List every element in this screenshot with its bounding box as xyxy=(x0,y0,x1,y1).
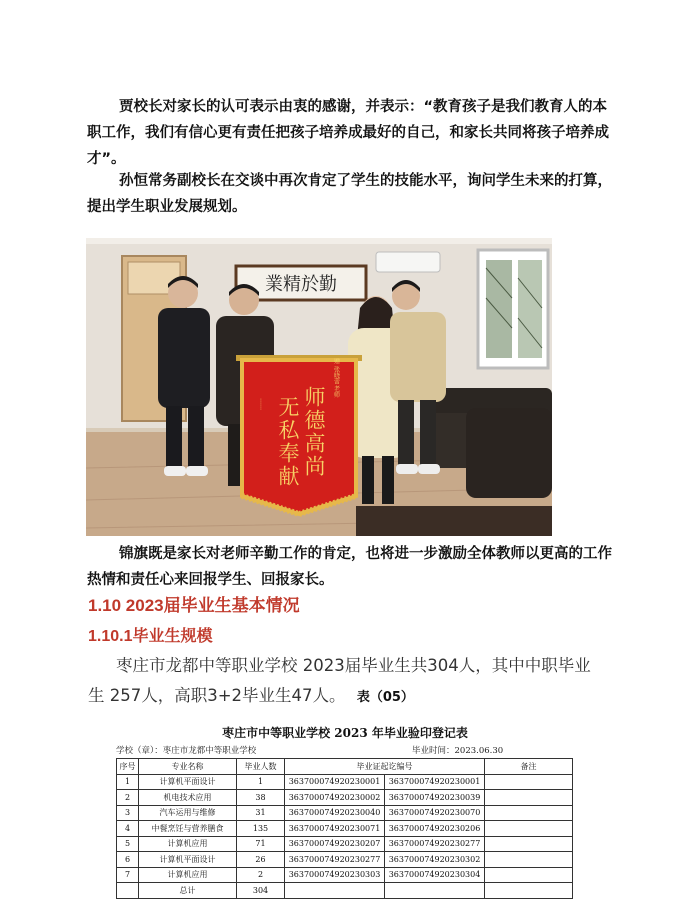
table-reference: 表（05） xyxy=(356,690,414,705)
section-heading: 1.10 2023届毕业生基本情况 xyxy=(88,596,300,615)
subsection-heading: 1.10.1毕业生规模 xyxy=(88,628,213,645)
cell-no: 4 xyxy=(117,821,139,837)
cell-no: 3 xyxy=(117,805,139,821)
table-row xyxy=(117,852,573,868)
header-count: 毕业人数 xyxy=(237,759,285,775)
cell-end: 363700074920230070 xyxy=(385,805,485,821)
total-value: 304 xyxy=(237,883,285,899)
cell-no: 6 xyxy=(117,852,139,868)
cell-end: 363700074920230039 xyxy=(385,790,485,806)
table-row xyxy=(117,821,573,837)
table-row xyxy=(117,805,573,821)
cell-count: 2 xyxy=(237,867,285,883)
table-row xyxy=(117,790,573,806)
table-row xyxy=(117,836,573,852)
cell-end: 363700074920230001 xyxy=(385,774,485,790)
table-title: 枣庄市中等职业学校 2023 年毕业验印登记表 xyxy=(222,726,468,740)
cell-note xyxy=(485,790,573,806)
paragraph-banner-meaning: 锦旗既是家长对老师辛勤工作的肯定，也将进一步激励全体教师以更高的工作热情和责任心来回报学生、回报家长。 xyxy=(87,546,612,588)
cell-start: 363700074920230071 xyxy=(285,821,385,837)
cell-note xyxy=(485,867,573,883)
graduate-scale-line-2 xyxy=(88,681,628,713)
table-school-label: 学校（章）：枣庄市龙都中等职业学校 xyxy=(116,746,257,756)
graduate-scale-text: 生 257人，高职3+2毕业生47人。 xyxy=(88,686,346,705)
cell-major: 计算机平面设计 xyxy=(139,774,237,790)
cell-no: 2 xyxy=(117,790,139,806)
table-date-label: 毕业时间：2023.06.30 xyxy=(412,746,504,756)
cell-end: 363700074920230206 xyxy=(385,821,485,837)
cell-start: 363700074920230001 xyxy=(285,774,385,790)
cell-count: 135 xyxy=(237,821,285,837)
cell-major: 计算机平面设计 xyxy=(139,852,237,868)
cell-note xyxy=(485,836,573,852)
cell-start: 363700074920230207 xyxy=(285,836,385,852)
cell-start: 363700074920230040 xyxy=(285,805,385,821)
banner-photo xyxy=(86,238,552,536)
table-total-row xyxy=(117,883,573,899)
graduate-scale-line-1: 枣庄市龙都中等职业学校 2023届毕业生共304人，其中中职毕业 xyxy=(116,656,591,675)
cell-note xyxy=(485,821,573,837)
cell-count: 26 xyxy=(237,852,285,868)
calligraphy-text: 業精於勤 xyxy=(265,274,337,295)
table-row xyxy=(117,867,573,883)
table-row xyxy=(117,774,573,790)
banner-small-text-left: …… xyxy=(258,398,266,410)
cell-end: 363700074920230277 xyxy=(385,836,485,852)
total-label: 总计 xyxy=(139,883,237,899)
red-banner xyxy=(236,355,362,514)
cell-count: 38 xyxy=(237,790,285,806)
cell-major: 计算机应用 xyxy=(139,867,237,883)
cell-count: 71 xyxy=(237,836,285,852)
cell-end: 363700074920230302 xyxy=(385,852,485,868)
graduation-register-table-image xyxy=(112,720,578,921)
banner-small-text: 赠 张晓蕾 老师 xyxy=(332,358,340,398)
cell-no: 7 xyxy=(117,867,139,883)
cell-count: 1 xyxy=(237,774,285,790)
cell-note xyxy=(485,852,573,868)
cell-end: 363700074920230304 xyxy=(385,867,485,883)
cell-start: 363700074920230303 xyxy=(285,867,385,883)
header-major: 专业名称 xyxy=(139,759,237,775)
cell-no: 5 xyxy=(117,836,139,852)
header-note: 备注 xyxy=(485,759,573,775)
cell-start: 363700074920230277 xyxy=(285,852,385,868)
cell-note xyxy=(485,774,573,790)
graduation-register-table xyxy=(116,758,573,899)
cell-major: 中餐烹饪与营养膳食 xyxy=(139,821,237,837)
table-header-row xyxy=(117,759,573,775)
header-no: 序号 xyxy=(117,759,139,775)
paragraph-vice-principal: 孙恒常务副校长在交谈中再次肯定了学生的技能水平，询问学生未来的打算，提出学生职业发展规划。 xyxy=(87,173,612,215)
cell-no: 1 xyxy=(117,774,139,790)
header-cert-range: 毕业证起讫编号 xyxy=(285,759,485,775)
banner-line-1: 师德高尚 xyxy=(302,386,326,478)
cell-start: 363700074920230002 xyxy=(285,790,385,806)
cell-major: 汽车运用与维修 xyxy=(139,805,237,821)
cell-major: 计算机应用 xyxy=(139,836,237,852)
cell-major: 机电技术应用 xyxy=(139,790,237,806)
banner-line-2: 无私奉献 xyxy=(276,396,300,488)
cell-count: 31 xyxy=(237,805,285,821)
cell-note xyxy=(485,805,573,821)
paragraph-principal-thanks: 贾校长对家长的认可表示由衷的感谢，并表示：“教育孩子是我们教育人的本职工作，我们有信心更有责任把孩子培养成最好的自己，和家长共同将孩子培养成才”。 xyxy=(87,99,609,167)
